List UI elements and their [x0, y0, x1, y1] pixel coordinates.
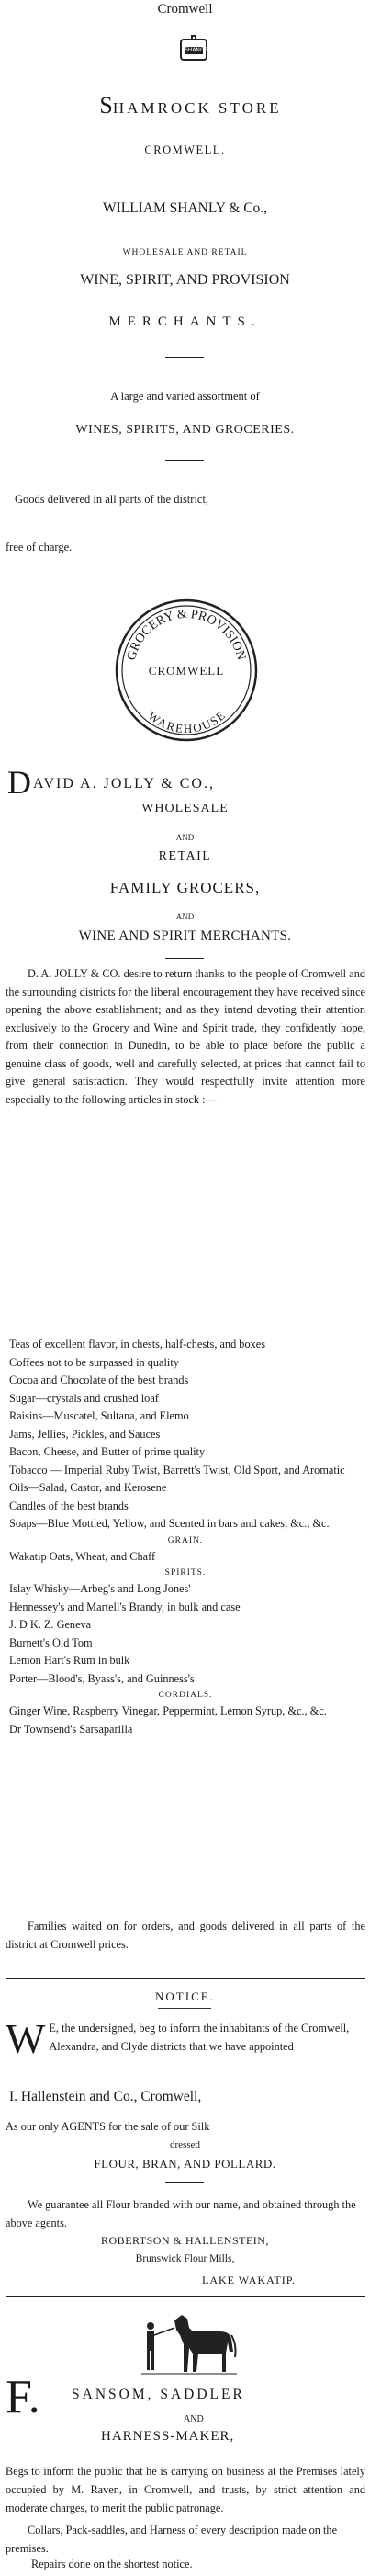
notice-signature-place: LAKE WAKATIP.	[202, 2274, 297, 2286]
list-item: Teas of excellent flavor, in chests, half-chests, and boxes	[9, 1338, 265, 1351]
list-item: Ginger Wine, Raspberry Vinegar, Peppermint, Lemon Syrup, &c., &c.	[9, 1704, 327, 1717]
list-item: Oils—Salad, Castor, and Kerosene	[9, 1481, 167, 1494]
badge-tab	[191, 35, 196, 40]
shamrock-badge-icon	[180, 39, 207, 61]
shamrock-title-initial: S	[99, 92, 113, 119]
stamp-bottom-text: WAREHOUSE	[145, 708, 228, 736]
notice-agents: As our only AGENTS for the sale of our Silk	[6, 2120, 210, 2133]
stamp-center-text: CROMWELL	[148, 664, 225, 678]
list-item: Wakatip Oats, Wheat, and Chaff	[9, 1549, 156, 1563]
shamrock-delivered: Goods delivered in all parts of the district,	[15, 493, 209, 506]
list-item: Hennessey's and Martell's Brandy, in bulk and case	[9, 1600, 241, 1613]
header-town: Cromwell	[157, 2, 213, 17]
section-divider	[6, 2296, 365, 2297]
sansom-begs: Begs to inform the public that he is carrying on business at the Premises lately occupied by M. Raven, in Cromwell, and trusts, by strict attention and moderate charges, to merit the public patronage.	[6, 2465, 365, 2514]
list-item: Porter—Blood's, Byass's, and Guinness's	[9, 1671, 195, 1685]
jolly-stock-list	[6, 1336, 365, 1738]
list-item: Candles of the best brands	[9, 1499, 129, 1512]
list-item: Burnett's Old Tom	[9, 1636, 93, 1649]
shamrock-wholesale: WHOLESALE AND RETAIL	[122, 248, 248, 257]
jolly-retail: RETAIL	[158, 849, 212, 863]
notice-signature-firm: ROBERTSON & HALLENSTEIN,	[101, 2234, 269, 2247]
divider	[158, 2008, 211, 2009]
shamrock-assortment: A large and varied assortment of	[110, 390, 260, 403]
list-item: Soaps—Blue Mottled, Yellow, and Scented in bars and cakes, &c., &c.	[9, 1517, 330, 1530]
sansom-title: SANSOM, SADDLER	[72, 2387, 245, 2402]
jolly-and: AND	[175, 833, 195, 842]
cordials-heading: CORDIALS.	[158, 1691, 213, 1700]
list-item: Sugar—crystals and crushed loaf	[9, 1391, 159, 1405]
jolly-families: Families waited on for orders, and goods delivered in all parts of the district at Cromwell prices.	[6, 1920, 365, 1951]
notice-body	[6, 2015, 365, 2062]
shamrock-owner: WILLIAM SHANLY & Co.,	[102, 200, 268, 216]
shamrock-store-title	[0, 92, 370, 120]
horse-and-man-icon	[138, 2308, 239, 2381]
divider	[165, 958, 204, 959]
list-item: J. D K. Z. Geneva	[9, 1618, 92, 1631]
grain-heading: GRAIN.	[167, 1535, 204, 1545]
jolly-wholesale: WHOLESALE	[141, 802, 229, 815]
list-item: Coffees not to be surpassed in quality	[9, 1355, 179, 1369]
section-divider	[6, 1978, 365, 1979]
notice-flour: FLOUR, BRAN, AND POLLARD.	[94, 2157, 276, 2171]
shamrock-free: free of charge.	[6, 541, 73, 553]
jolly-wine-merchants: WINE AND SPIRIT MERCHANTS.	[78, 929, 292, 943]
warehouse-stamp-icon	[112, 596, 261, 745]
sansom-harness-maker: HARNESS-MAKER,	[101, 2429, 235, 2444]
sansom-repairs: Repairs done on the shortest notice.	[31, 2558, 193, 2570]
sansom-collars: Collars, Pack-saddles, and Harness of every description made on the premises.	[6, 2524, 338, 2555]
jolly-title	[0, 763, 370, 802]
shamrock-wine-line: WINE, SPIRIT, AND PROVISION	[80, 272, 290, 288]
shamrock-merchants: MERCHANTS.	[108, 314, 262, 329]
shamrock-goods-list: WINES, SPIRITS, AND GROCERIES.	[75, 423, 295, 437]
divider	[165, 460, 204, 461]
spirits-heading: SPIRITS.	[164, 1568, 207, 1578]
list-item: Raisins—Muscatel, Sultana, and Elemo	[9, 1409, 189, 1422]
notice-firm: I. Hallenstein and Co., Cromwell,	[9, 2089, 202, 2104]
notice-text: E, the undersigned, beg to inform the inhabitants of the Cromwell, Alexandra, and Clyde districts that we have appointed	[49, 2022, 350, 2053]
list-item: Dr Townsend's Sarsaparilla	[9, 1722, 133, 1736]
sansom-initial: F.	[6, 2371, 40, 2423]
jolly-title-initial: D	[7, 764, 31, 801]
jolly-family-grocers: FAMILY GROCERS,	[109, 879, 261, 896]
list-item: Jams, Jellies, Pickles, and Sauces	[9, 1427, 161, 1441]
divider	[165, 2182, 204, 2183]
notice-heading: NOTICE.	[155, 1989, 215, 2003]
list-item: Lemon Hart's Rum in bulk	[9, 1654, 130, 1667]
sansom-and: AND	[184, 2414, 204, 2424]
list-item: Tobacco — Imperial Ruby Twist, Barrett's Twist, Old Sport, and Aromatic	[9, 1463, 345, 1476]
divider	[165, 357, 204, 358]
list-item: Islay Whisky—Arbeg's and Long Jones'	[9, 1582, 191, 1595]
stamp-top-text: GROCERY & PROVISION	[125, 607, 248, 662]
jolly-and: AND	[175, 912, 195, 921]
page-header	[0, 0, 370, 20]
shamrock-town: CROMWELL.	[144, 143, 226, 156]
notice-initial: W	[6, 2015, 46, 2062]
list-item: Cocoa and Chocolate of the best brands	[9, 1373, 189, 1386]
notice-dressed: dressed	[170, 2139, 200, 2150]
jolly-paragraph: D. A. JOLLY & CO. desire to return thanks to the people of Cromwell and the surrounding districts for the liberal encouragement they have received since opening the above establishment; and as they intend devoting their attention exclusively to the Grocery and Wine and Spirit trade, they confidently hope, from their connection in Dunedin, to be able to place before the public a genuine class of goods, well and carefully selected, at prices that cannot fail to give general satisfaction. They would respectfully invite attention more especially to the following articles in stock :—	[6, 967, 365, 1106]
list-item: Bacon, Cheese, and Butter of prime quality	[9, 1445, 206, 1458]
jolly-title-rest: AVID A. JOLLY & CO.,	[33, 776, 215, 792]
notice-guarantee: We guarantee all Flour branded with our name, and obtained through the above agents.	[6, 2198, 356, 2229]
notice-signature-mills: Brunswick Flour Mills,	[135, 2253, 235, 2264]
badge-text: SHANGS	[185, 47, 208, 53]
shamrock-title-rest: HAMROCK STORE	[112, 99, 282, 117]
